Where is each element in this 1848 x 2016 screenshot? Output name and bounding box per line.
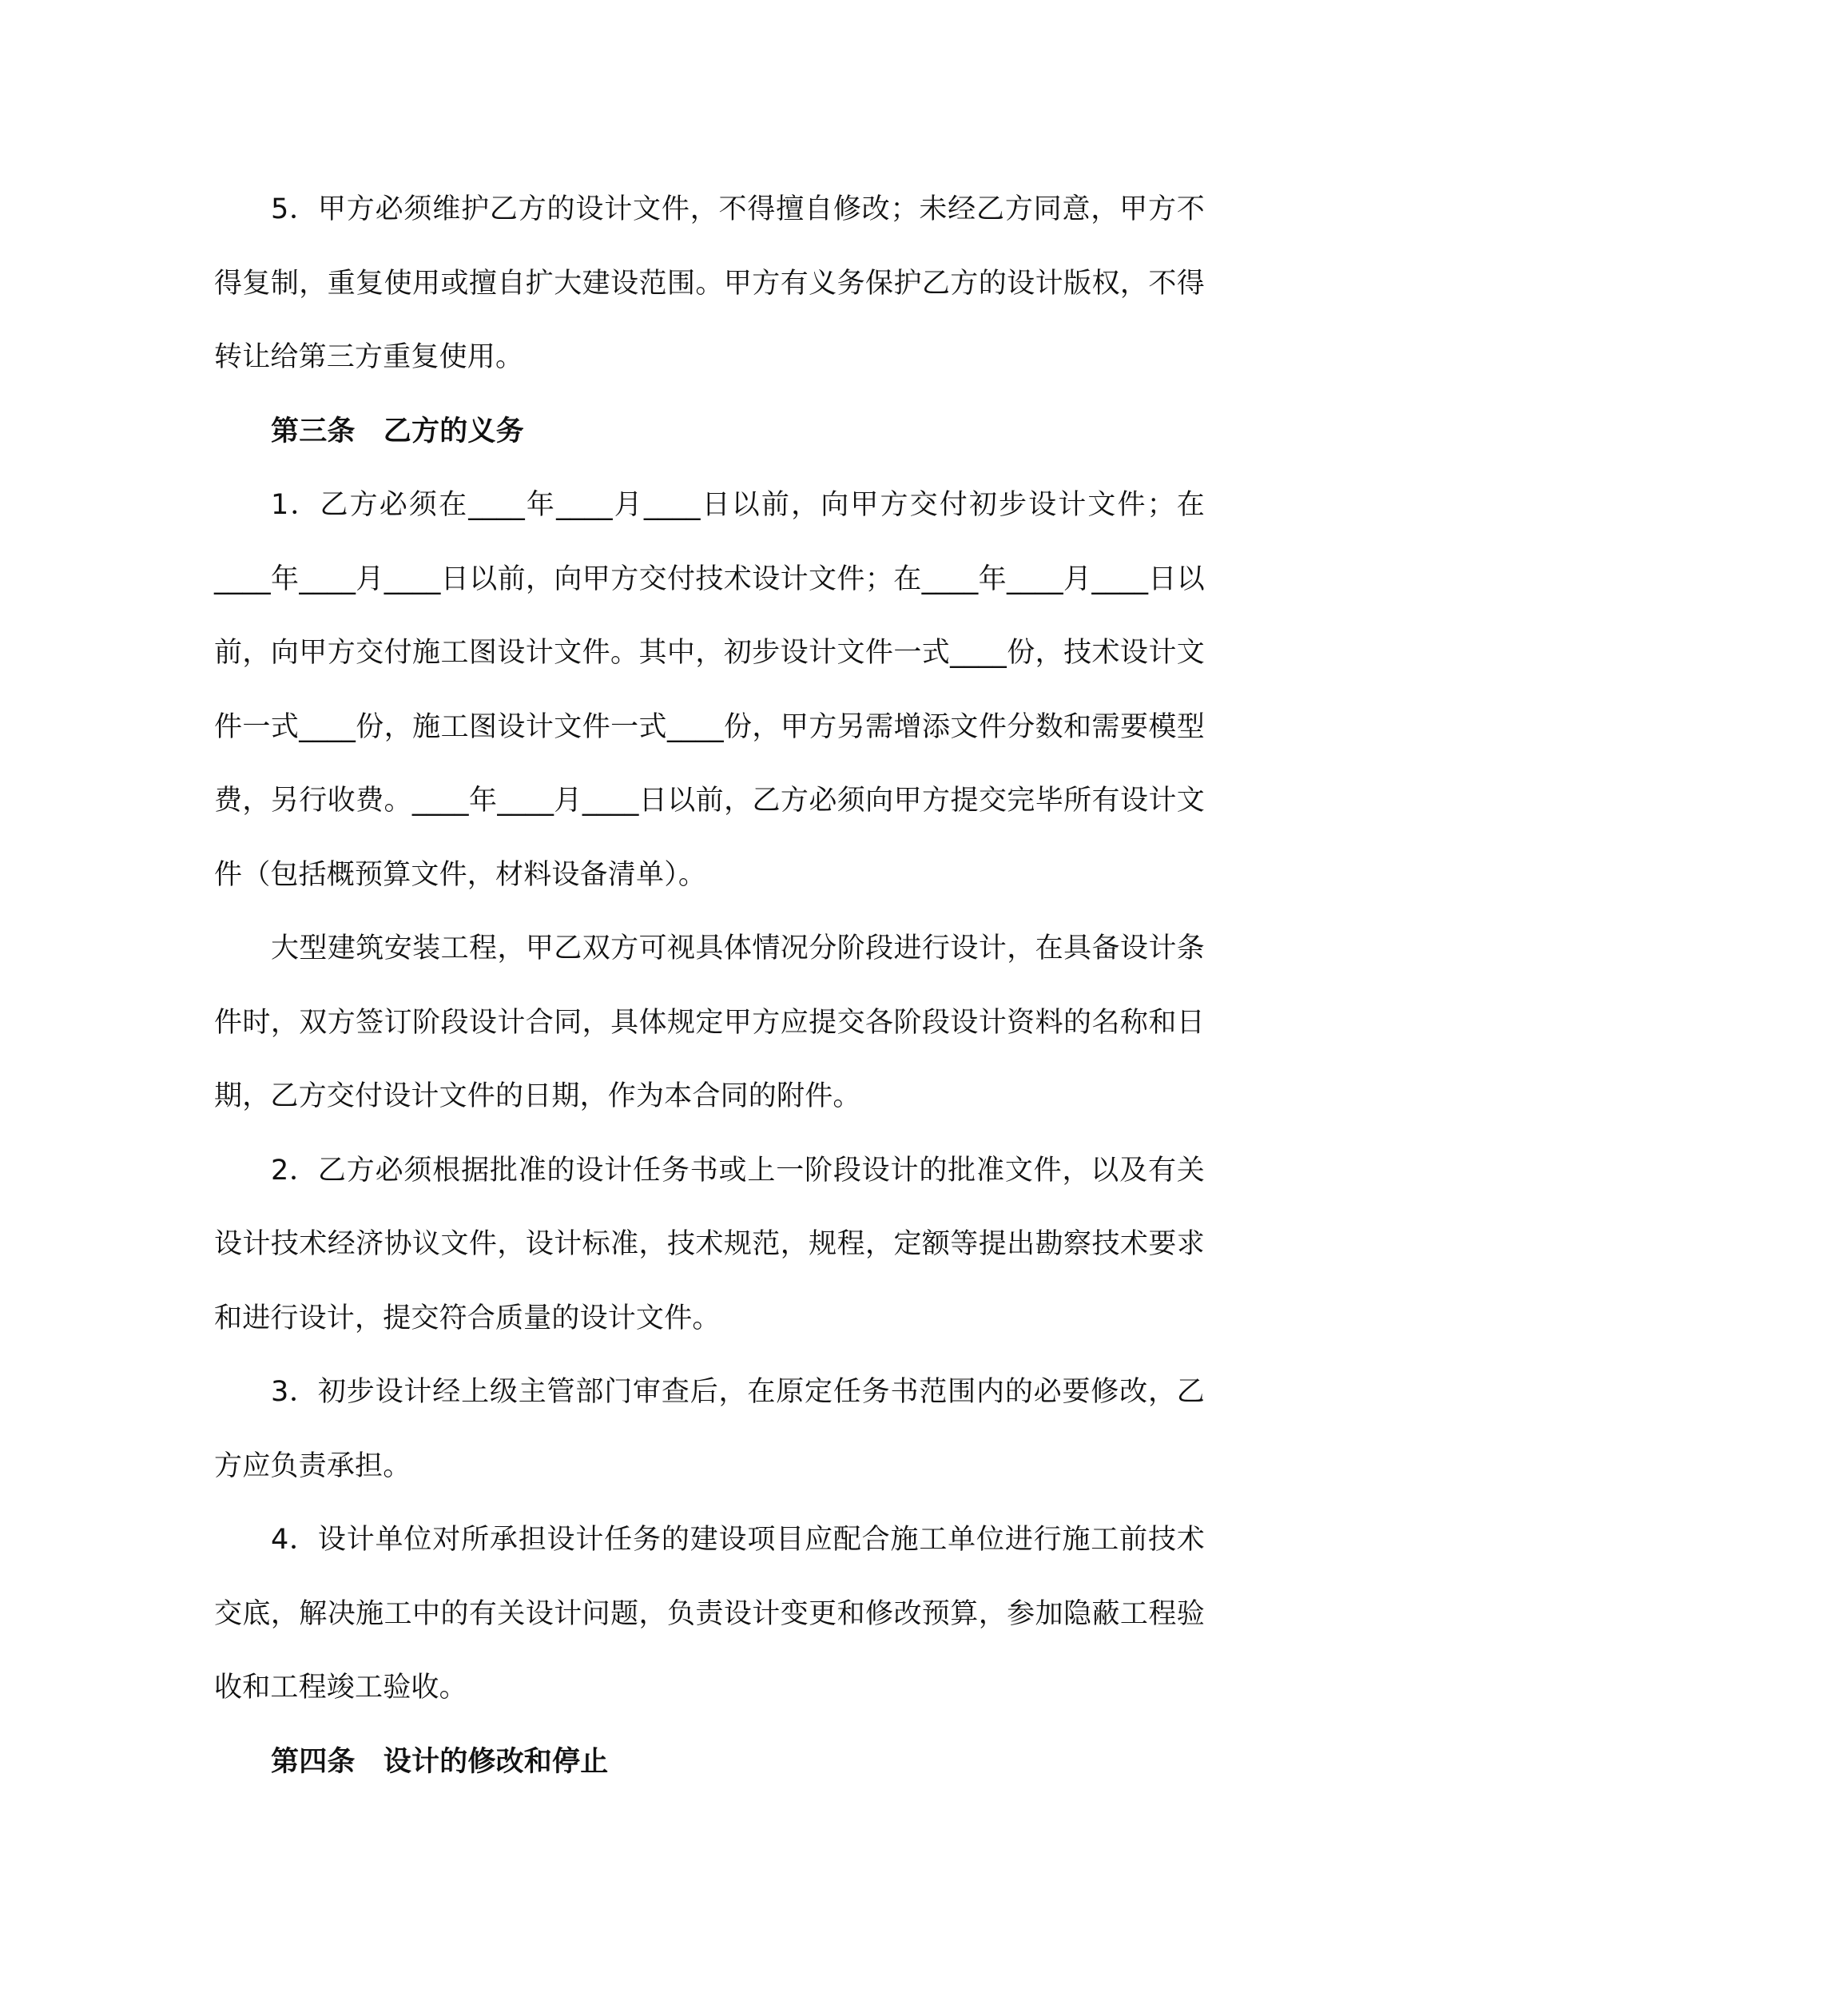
- text-line: 件时，双方签订阶段设计合同，具体规定甲方应提交各阶段设计资料的名称和日: [214, 1006, 1205, 1039]
- text-line: 期，乙方交付设计文件的日期，作为本合同的附件。: [214, 1080, 861, 1112]
- text-line: 和进行设计，提交符合质量的设计文件。: [214, 1302, 721, 1334]
- text-line: 2．乙方必须根据批准的设计任务书或上一阶段设计的批准文件，以及有关: [271, 1154, 1205, 1187]
- text-line: 件一式____份，施工图设计文件一式____份，甲方另需增添文件分数和需要模型: [214, 710, 1205, 743]
- text-line: 费，另行收费。____年____月____日以前，乙方必须向甲方提交完毕所有设计文: [214, 785, 1205, 817]
- text-line: 交底，解决施工中的有关设计问题，负责设计变更和修改预算，参加隐蔽工程验: [214, 1597, 1205, 1630]
- text-line: 3．初步设计经上级主管部门审查后，在原定任务书范围内的必要修改，乙: [271, 1376, 1205, 1408]
- text-line: 收和工程竣工验收。: [214, 1672, 467, 1704]
- text-line: ____年____月____日以前，向甲方交付技术设计文件；在____年____月____日以: [214, 563, 1205, 595]
- text-line: 设计技术经济协议文件，设计标准，技术规范，规程，定额等提出勘察技术要求: [214, 1228, 1205, 1260]
- text-line: 5．甲方必须维护乙方的设计文件，不得擅自修改；未经乙方同意，甲方不: [271, 193, 1205, 225]
- text-line: 转让给第三方重复使用。: [214, 341, 524, 373]
- section-heading: 第三条 乙方的义务: [271, 415, 524, 447]
- document-page: [214, 181, 1205, 1807]
- text-line: 方应负责承担。: [214, 1449, 411, 1482]
- section-heading: 第四条 设计的修改和停止: [271, 1745, 609, 1778]
- text-line: 大型建筑安装工程，甲乙双方可视具体情况分阶段进行设计，在具备设计条: [271, 932, 1205, 964]
- text-line: 4．设计单位对所承担设计任务的建设项目应配合施工单位进行施工前技术: [271, 1524, 1205, 1556]
- text-line: 前，向甲方交付施工图设计文件。其中，初步设计文件一式____份，技术设计文: [214, 637, 1205, 669]
- text-line: 得复制，重复使用或擅自扩大建设范围。甲方有义务保护乙方的设计版权，不得: [214, 267, 1205, 300]
- text-line: 1．乙方必须在____年____月____日以前，向甲方交付初步设计文件；在: [271, 489, 1205, 521]
- text-line: 件（包括概预算文件，材料设备清单）。: [214, 858, 707, 891]
